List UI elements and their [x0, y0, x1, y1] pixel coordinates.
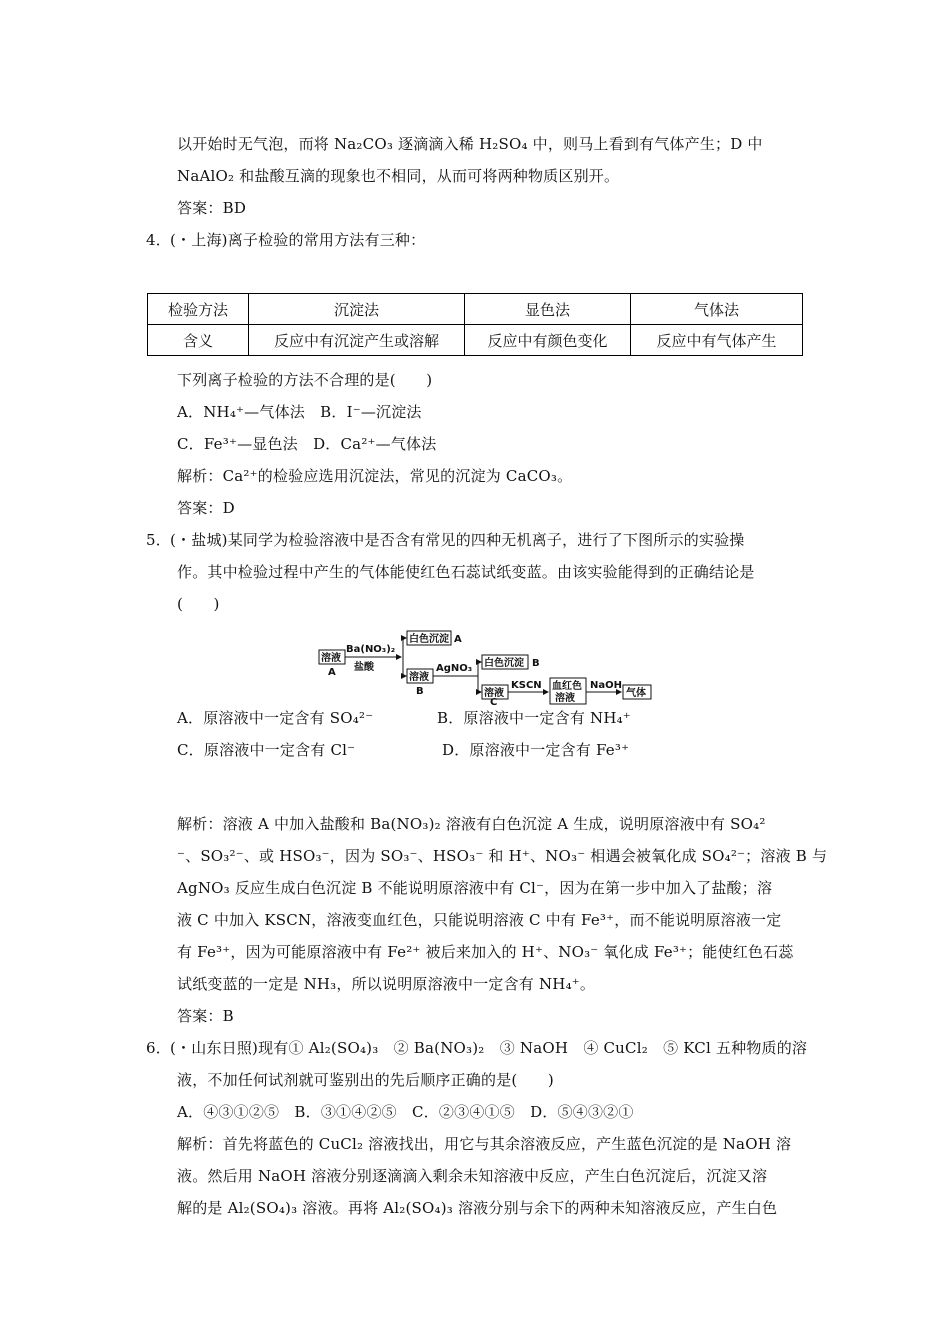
table-cell: 气体法 — [631, 294, 803, 325]
explanation-line: AgNO₃ 反应生成白色沉淀 B 不能说明原溶液中有 Cl⁻，因为在第一步中加入了盐酸；溶 — [177, 879, 773, 897]
experiment-flow-diagram — [318, 630, 654, 706]
table-cell: 反应中有沉淀产生或溶解 — [249, 325, 465, 356]
option-line: D．原溶液中一定含有 Fe³⁺ — [442, 741, 630, 759]
methods-table — [147, 293, 803, 356]
option-line: B．原溶液中一定含有 NH₄⁺ — [437, 709, 631, 727]
text-line: NaAlO₂ 和盐酸互滴的现象也不相同，从而可将两种物质区别开。 — [177, 167, 620, 185]
question-ask: 下列离子检验的方法不合理的是( ) — [177, 371, 433, 389]
answer-line: 答案：BD — [177, 199, 247, 217]
answer-line: 答案：B — [177, 1007, 234, 1025]
explanation-line: ⁻、SO₃²⁻、或 HSO₃⁻，因为 SO₃⁻、HSO₃⁻ 和 H⁺、NO₃⁻ 相遇会被氧化成 SO₄²⁻；溶液 B 与 — [177, 847, 828, 865]
diagram-label: 溶液 — [321, 653, 341, 664]
question-stem: 作。其中检验过程中产生的气体能使红色石蕊试纸变蓝。由该实验能得到的正确结论是 — [177, 563, 755, 581]
diagram-label: 白色沉淀 — [409, 634, 449, 645]
table-cell: 反应中有气体产生 — [631, 325, 803, 356]
table-cell: 显色法 — [465, 294, 631, 325]
diagram-label: 溶液 — [409, 672, 429, 683]
diagram-label: C — [490, 697, 498, 706]
diagram-label: B — [532, 658, 540, 669]
text-line: 以开始时无气泡，而将 Na₂CO₃ 逐滴滴入稀 H₂SO₄ 中，则马上看到有气体产生；D 中 — [177, 135, 763, 153]
explanation-line: 解析：首先将蓝色的 CuCl₂ 溶液找出，用它与其余溶液反应，产生蓝色沉淀的是 NaOH 溶 — [177, 1135, 792, 1153]
diagram-label: 血红色 — [552, 681, 582, 692]
table-cell: 检验方法 — [148, 294, 249, 325]
option-line: C．Fe³⁺—显色法 D．Ca²⁺—气体法 — [177, 435, 437, 453]
explanation-line: 液 C 中加入 KSCN，溶液变血红色，只能说明溶液 C 中有 Fe³⁺，而不能说明原溶液一定 — [177, 911, 782, 929]
table-cell: 反应中有颜色变化 — [465, 325, 631, 356]
diagram-label: 盐酸 — [354, 662, 374, 673]
table-row — [148, 325, 803, 356]
diagram-label: 气体 — [626, 688, 646, 699]
diagram-label: A — [454, 634, 462, 645]
diagram-label: 白色沉淀 — [484, 658, 524, 669]
question-stem: (・盐城)某同学为检验溶液中是否含有常见的四种无机离子，进行了下图所示的实验操 — [170, 531, 745, 549]
diagram-label: KSCN — [511, 680, 542, 691]
explanation-line: 液。然后用 NaOH 溶液分别逐滴滴入剩余未知溶液中反应，产生白色沉淀后，沉淀又溶 — [177, 1167, 768, 1185]
table-cell: 沉淀法 — [249, 294, 465, 325]
option-line: A．④③①②⑤ B．③①④②⑤ C．②③④①⑤ D．⑤④③②① — [177, 1103, 634, 1121]
diagram-label: Ba(NO₃)₂ — [346, 644, 396, 655]
question-stem: ( ) — [177, 595, 220, 613]
explanation-line: 试纸变蓝的一定是 NH₃，所以说明原溶液中一定含有 NH₄⁺。 — [177, 975, 596, 993]
question-number: 4． — [146, 231, 171, 249]
diagram-label: 溶液 — [555, 693, 575, 704]
option-line: C．原溶液中一定含有 Cl⁻ — [177, 741, 356, 759]
question-stem: (・上海)离子检验的常用方法有三种： — [170, 231, 426, 249]
diagram-label: NaOH — [590, 680, 622, 691]
explanation-line: 解的是 Al₂(SO₄)₃ 溶液。再将 Al₂(SO₄)₃ 溶液分别与余下的两种未知溶液反应，产生白色 — [177, 1199, 778, 1217]
question-stem: 液，不加任何试剂就可鉴别出的先后顺序正确的是( ) — [177, 1071, 554, 1089]
question-number: 6． — [146, 1039, 171, 1057]
table-header-row — [148, 294, 803, 325]
diagram-label: 溶液 — [484, 688, 504, 699]
answer-line: 答案：D — [177, 499, 235, 517]
question-number: 5． — [146, 531, 171, 549]
table-cell: 含义 — [148, 325, 249, 356]
diagram-label: B — [416, 686, 424, 697]
option-line: A．原溶液中一定含有 SO₄²⁻ — [177, 709, 374, 727]
diagram-label: A — [328, 667, 336, 678]
question-stem: (・山东日照)现有① Al₂(SO₄)₃ ② Ba(NO₃)₂ ③ NaOH ④ CuCl₂ ⑤ KCl 五种物质的溶 — [170, 1039, 808, 1057]
explanation-line: 解析：溶液 A 中加入盐酸和 Ba(NO₃)₂ 溶液有白色沉淀 A 生成，说明原溶液中有 SO₄² — [177, 815, 766, 833]
diagram-label: AgNO₃ — [436, 663, 473, 674]
explanation-line: 解析：Ca²⁺的检验应选用沉淀法，常见的沉淀为 CaCO₃。 — [177, 467, 573, 485]
option-line: A．NH₄⁺—气体法 B．I⁻—沉淀法 — [177, 403, 422, 421]
explanation-line: 有 Fe³⁺，因为可能原溶液中有 Fe²⁺ 被后来加入的 H⁺、NO₃⁻ 氧化成 Fe³⁺；能使红色石蕊 — [177, 943, 794, 961]
